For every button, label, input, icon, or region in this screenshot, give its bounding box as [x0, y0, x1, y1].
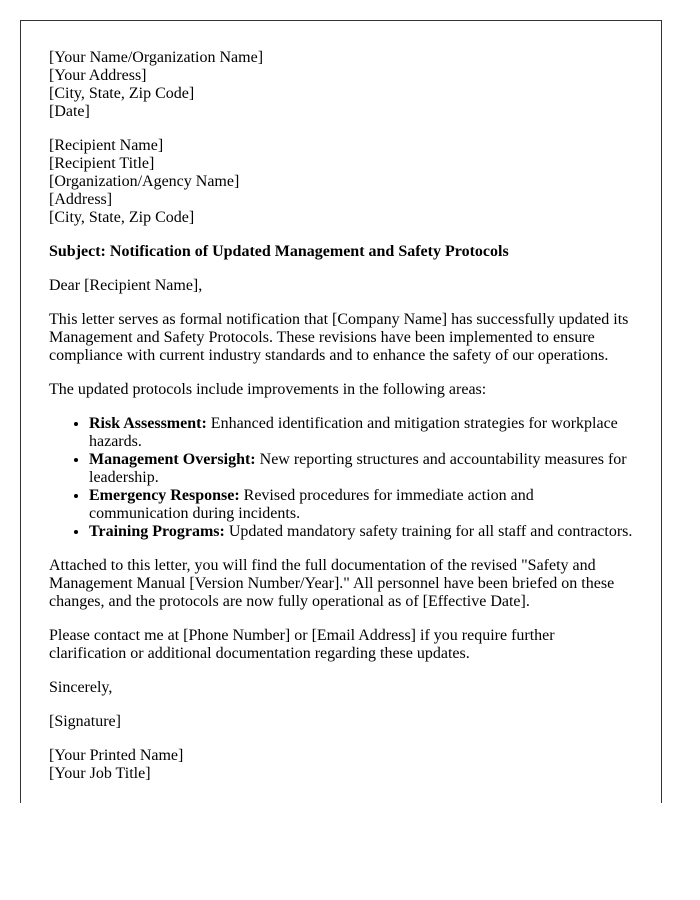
- printed-name: [Your Printed Name]: [49, 747, 184, 764]
- recipient-organization: [Organization/Agency Name]: [49, 173, 240, 190]
- list-item: • Risk Assessment: Enhanced identification and mitigation strategies for workplace hazards.: [89, 415, 633, 451]
- job-title: [Your Job Title]: [49, 765, 151, 782]
- list-intro: The updated protocols include improvements in the following areas:: [49, 381, 487, 398]
- recipient-name: [Recipient Name]: [49, 137, 164, 154]
- contact-paragraph: Please contact me at [Phone Number] or [Email Address] if you require further clarification or additional documentation regarding these updates.: [49, 627, 555, 662]
- letter: [20, 20, 662, 803]
- sender-address: [Your Address]: [49, 67, 147, 84]
- recipient-title: [Recipient Title]: [49, 155, 155, 172]
- intro-paragraph: This letter serves as formal notification that [Company Name] has successfully updated its Management and Safety Protocols. These revisions have been implemented to ensure compliance with current industry standards and to enhance the safety of our operations.: [49, 311, 629, 364]
- subject-line: Subject: Notification of Updated Management and Safety Protocols: [49, 243, 509, 260]
- recipient-block: [49, 137, 633, 227]
- attached-paragraph: Attached to this letter, you will find the full documentation of the revised "Safety and Management Manual [Version Number/Year]." All personnel have been briefed on these changes, and the protocols are now fully operational as of [Effective Date].: [49, 557, 615, 610]
- sender-city: [City, State, Zip Code]: [49, 85, 195, 102]
- recipient-city: [City, State, Zip Code]: [49, 209, 195, 226]
- signer-block: [49, 747, 633, 783]
- list-item: • Emergency Response: Revised procedures for immediate action and communication during incidents.: [89, 487, 633, 523]
- list-item: • Training Programs: Updated mandatory safety training for all staff and contractors.: [89, 523, 633, 541]
- sender-name: [Your Name/Organization Name]: [49, 49, 264, 66]
- signature: [Signature]: [49, 713, 121, 730]
- salutation: Dear [Recipient Name],: [49, 277, 203, 294]
- closing: Sincerely,: [49, 679, 113, 696]
- improvements-list: [49, 415, 633, 541]
- recipient-address: [Address]: [49, 191, 113, 208]
- letter-date: [Date]: [49, 103, 90, 120]
- sender-block: [49, 49, 633, 121]
- list-item: • Management Oversight: New reporting structures and accountability measures for leadership.: [89, 451, 633, 487]
